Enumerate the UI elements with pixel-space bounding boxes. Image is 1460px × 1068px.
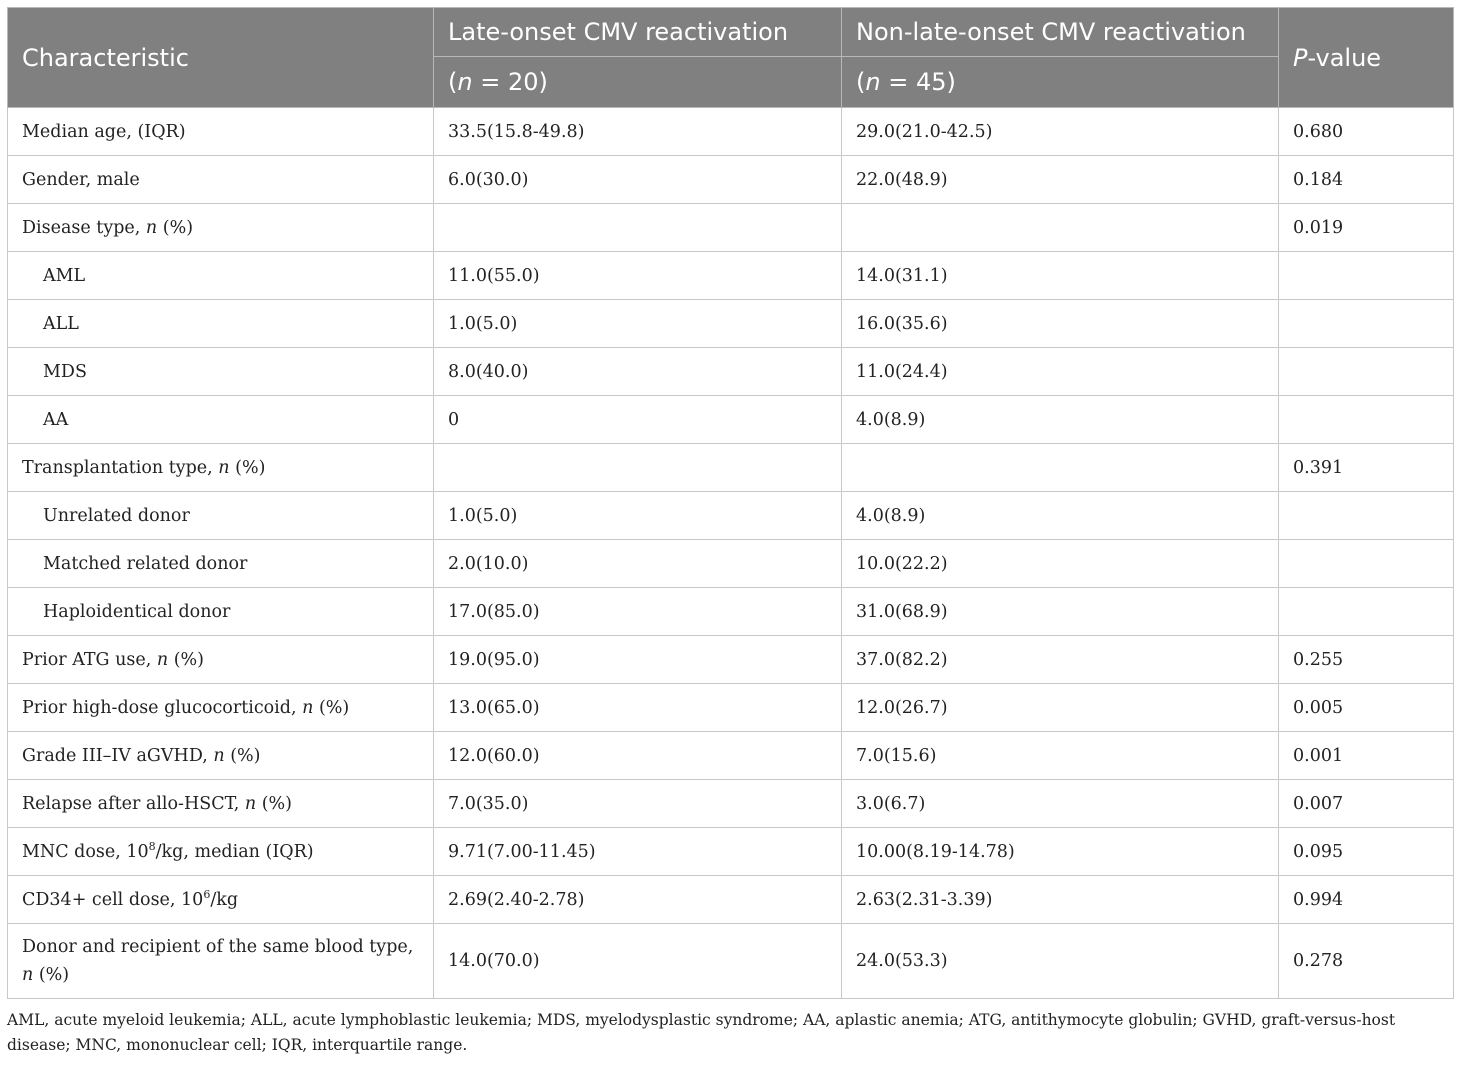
cell-group2: 10.00(8.19-14.78) xyxy=(842,828,1279,876)
row-label: Gender, male xyxy=(8,156,434,204)
table-header xyxy=(8,8,1454,108)
cell-pvalue: 0.019 xyxy=(1279,204,1454,252)
table-row xyxy=(8,540,1454,588)
row-label: Haploidentical donor xyxy=(8,588,434,636)
cell-pvalue: 0.001 xyxy=(1279,732,1454,780)
table-footnote: AML, acute myeloid leukemia; ALL, acute lymphoblastic leukemia; MDS, myelodysplastic syndrome; AA, aplastic anemia; ATG, antithymocyte globulin; GVHD, graft-versus-host disease; MNC, mononuclear cell; IQR, interquartile range. xyxy=(7,1011,1396,1054)
cell-group1: 2.69(2.40-2.78) xyxy=(434,876,842,924)
cell-group2: 7.0(15.6) xyxy=(842,732,1279,780)
cell-group2: 37.0(82.2) xyxy=(842,636,1279,684)
cell-pvalue: 0.680 xyxy=(1279,108,1454,156)
header-group1-title: Late-onset CMV reactivation xyxy=(434,8,842,57)
row-label: Unrelated donor xyxy=(8,492,434,540)
cell-group2: 3.0(6.7) xyxy=(842,780,1279,828)
cell-group2: 24.0(53.3) xyxy=(842,924,1279,999)
table-row xyxy=(8,588,1454,636)
characteristics-table xyxy=(7,7,1454,999)
cell-group1: 19.0(95.0) xyxy=(434,636,842,684)
table-row xyxy=(8,108,1454,156)
cell-pvalue: 0.391 xyxy=(1279,444,1454,492)
table-row xyxy=(8,300,1454,348)
header-pvalue: P-value xyxy=(1279,8,1454,108)
cell-group1: 14.0(70.0) xyxy=(434,924,842,999)
row-label: Median age, (IQR) xyxy=(8,108,434,156)
table-row xyxy=(8,204,1454,252)
cell-group1: 1.0(5.0) xyxy=(434,492,842,540)
cell-group2: 12.0(26.7) xyxy=(842,684,1279,732)
cell-pvalue: 0.255 xyxy=(1279,636,1454,684)
row-label: Matched related donor xyxy=(8,540,434,588)
cell-pvalue xyxy=(1279,540,1454,588)
row-label: AA xyxy=(8,396,434,444)
row-label: MNC dose, $10^8/kg$, median (IQR) xyxy=(8,828,434,876)
cell-group2: 31.0(68.9) xyxy=(842,588,1279,636)
row-label: MDS xyxy=(8,348,434,396)
cell-group1: 6.0(30.0) xyxy=(434,156,842,204)
cell-group1: 8.0(40.0) xyxy=(434,348,842,396)
cell-group1 xyxy=(434,204,842,252)
cell-group2: 22.0(48.9) xyxy=(842,156,1279,204)
cell-pvalue: 0.007 xyxy=(1279,780,1454,828)
table-row xyxy=(8,732,1454,780)
cell-pvalue: 0.278 xyxy=(1279,924,1454,999)
cell-pvalue xyxy=(1279,492,1454,540)
cell-group1: 0 xyxy=(434,396,842,444)
cell-group2 xyxy=(842,204,1279,252)
row-label: ALL xyxy=(8,300,434,348)
cell-group1: 1.0(5.0) xyxy=(434,300,842,348)
cell-group2: 11.0(24.4) xyxy=(842,348,1279,396)
cell-group2: 4.0(8.9) xyxy=(842,492,1279,540)
header-group2-n: (n = 45) xyxy=(842,57,1279,108)
cell-group2: 4.0(8.9) xyxy=(842,396,1279,444)
table-row xyxy=(8,156,1454,204)
cell-pvalue xyxy=(1279,252,1454,300)
cell-pvalue: 0.184 xyxy=(1279,156,1454,204)
table-body xyxy=(8,108,1454,999)
table-row xyxy=(8,924,1454,999)
cell-group1: 2.0(10.0) xyxy=(434,540,842,588)
cell-group1: 11.0(55.0) xyxy=(434,252,842,300)
cell-group1 xyxy=(434,444,842,492)
table-row xyxy=(8,492,1454,540)
table-row xyxy=(8,252,1454,300)
row-label: CD34+ cell dose, $10^6/kg$ xyxy=(8,876,434,924)
table-row xyxy=(8,684,1454,732)
cell-group1: 12.0(60.0) xyxy=(434,732,842,780)
cell-group1: 13.0(65.0) xyxy=(434,684,842,732)
header-group2-title: Non-late-onset CMV reactivation xyxy=(842,8,1279,57)
cell-group2 xyxy=(842,444,1279,492)
cell-group1: 7.0(35.0) xyxy=(434,780,842,828)
cell-group1: 33.5(15.8-49.8) xyxy=(434,108,842,156)
table-row xyxy=(8,444,1454,492)
cell-pvalue xyxy=(1279,396,1454,444)
row-label: Prior high-dose glucocorticoid, n (%) xyxy=(8,684,434,732)
cell-group2: 14.0(31.1) xyxy=(842,252,1279,300)
table-row xyxy=(8,828,1454,876)
cell-pvalue: 0.095 xyxy=(1279,828,1454,876)
table-row xyxy=(8,636,1454,684)
cell-pvalue xyxy=(1279,348,1454,396)
row-label: Grade III–IV aGVHD, n (%) xyxy=(8,732,434,780)
cell-pvalue xyxy=(1279,588,1454,636)
cell-pvalue: 0.994 xyxy=(1279,876,1454,924)
row-label: Prior ATG use, n (%) xyxy=(8,636,434,684)
row-label: AML xyxy=(8,252,434,300)
table-container xyxy=(7,7,1453,1058)
table-row xyxy=(8,876,1454,924)
row-label: Donor and recipient of the same blood type, n (%) xyxy=(8,924,434,999)
cell-pvalue xyxy=(1279,300,1454,348)
cell-pvalue: 0.005 xyxy=(1279,684,1454,732)
header-characteristic: Characteristic xyxy=(8,8,434,108)
header-group1-n: (n = 20) xyxy=(434,57,842,108)
table-row xyxy=(8,348,1454,396)
cell-group2: 29.0(21.0-42.5) xyxy=(842,108,1279,156)
cell-group2: 16.0(35.6) xyxy=(842,300,1279,348)
row-label: Disease type, n (%) xyxy=(8,204,434,252)
row-label: Relapse after allo-HSCT, n (%) xyxy=(8,780,434,828)
row-label: Transplantation type, n (%) xyxy=(8,444,434,492)
table-row xyxy=(8,780,1454,828)
cell-group1: 9.71(7.00-11.45) xyxy=(434,828,842,876)
cell-group2: 10.0(22.2) xyxy=(842,540,1279,588)
cell-group1: 17.0(85.0) xyxy=(434,588,842,636)
table-row xyxy=(8,396,1454,444)
cell-group2: 2.63(2.31-3.39) xyxy=(842,876,1279,924)
